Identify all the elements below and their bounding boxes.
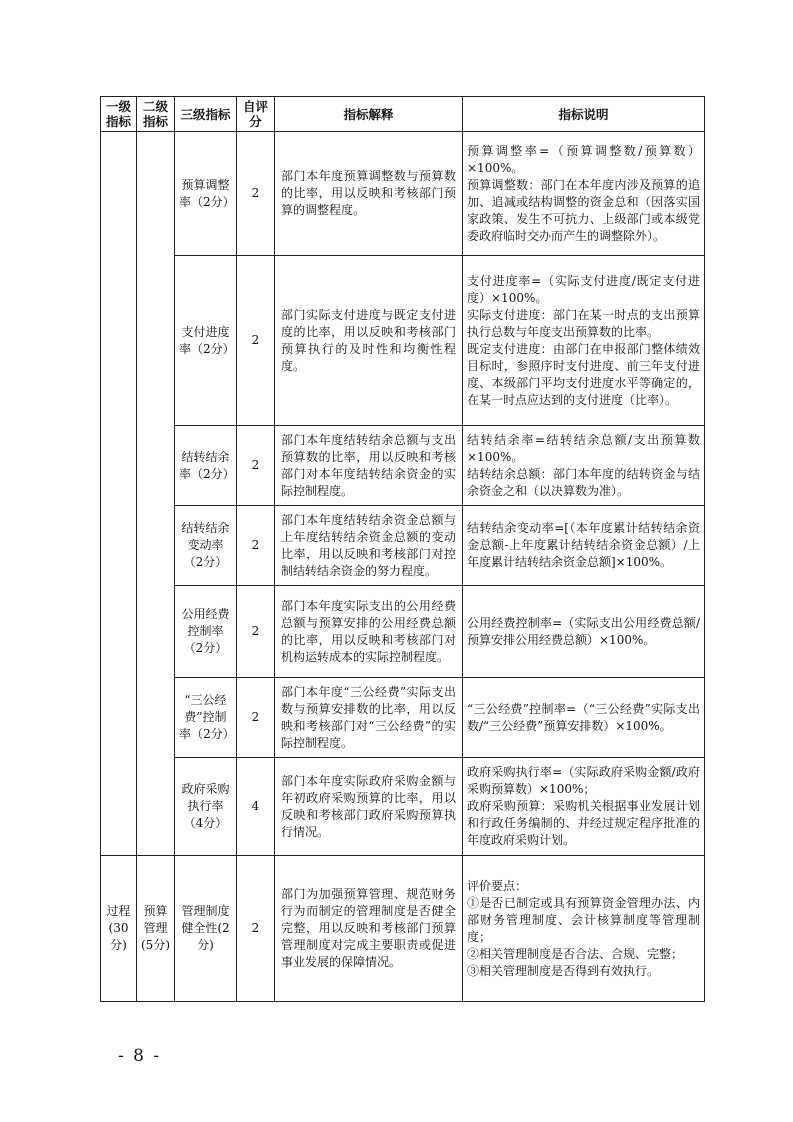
self-score: 2 xyxy=(237,256,275,426)
indicator-description: 结转结余率=结转结余总额/支出预算数×100%。 结转结余总额：部门本年度的结转资金与结余资金之和（以决算数为准）。 xyxy=(463,426,705,506)
indicator-explanation: 部门本年度结转结余总额与支出预算数的比率，用以反映和考核部门对本年度结转结余资金的实际控制程度。 xyxy=(275,426,463,506)
table-row xyxy=(101,758,705,856)
table-header-row xyxy=(101,97,705,132)
indicator-explanation: 部门本年度实际支出的公用经费总额与预算安排的公用经费总额的比率，用以反映和考核部门对机构运转成本的实际控制程度。 xyxy=(275,586,463,678)
table-row xyxy=(101,506,705,586)
indicator-name: 预算调整率（2分） xyxy=(175,132,237,256)
self-score: 2 xyxy=(237,856,275,1002)
self-score: 2 xyxy=(237,586,275,678)
indicator-table xyxy=(100,96,705,1002)
indicator-description: 公用经费控制率=（实际支出公用经费总额/预算安排公用经费总额）×100%。 xyxy=(463,586,705,678)
indicator-description: 结转结余变动率=[（本年度累计结转结余资金总额-上年度累计结转结余资金总额）/上年度累计结转结余资金总额]×100%。 xyxy=(463,506,705,586)
indicator-description: 政府采购执行率=（实际政府采购金额/政府采购预算数）×100%； 政府采购预算：采购机关根据事业发展计划和行政任务编制的、并经过规定程序批准的年度政府采购计划。 xyxy=(463,758,705,856)
indicator-explanation: 部门本年度预算调整数与预算数的比率，用以反映和考核部门预算的调整程度。 xyxy=(275,132,463,256)
self-score: 2 xyxy=(237,678,275,758)
header-level3: 三级指标 xyxy=(175,97,237,132)
indicator-name: 公用经费控制率（2分） xyxy=(175,586,237,678)
indicator-name: 结转结余变动率（2分） xyxy=(175,506,237,586)
table-row xyxy=(101,426,705,506)
indicator-name: “三公经费”控制率（2分） xyxy=(175,678,237,758)
header-level2: 二级指标 xyxy=(137,97,175,132)
indicator-description: 预算调整率=（预算调整数/预算数）×100%。 预算调整数：部门在本年度内涉及预算的追加、追减或结构调整的资金总和（因落实国家政策、发生不可抗力、上级部门或本级党委政府临时交办而产生的调整除外）。 xyxy=(463,132,705,256)
self-score: 2 xyxy=(237,132,275,256)
table-row xyxy=(101,132,705,256)
indicator-explanation: 部门本年度“三公经费”实际支出数与预算安排数的比率，用以反映和考核部门对“三公经费”的实际控制程度。 xyxy=(275,678,463,758)
table-row xyxy=(101,856,705,1002)
header-explanation: 指标解释 xyxy=(275,97,463,132)
level1-cell: 过程(30分) xyxy=(101,856,137,1002)
indicator-explanation: 部门实际支付进度与既定支付进度的比率，用以反映和考核部门预算执行的及时性和均衡性程度。 xyxy=(275,256,463,426)
header-self-score: 自评分 xyxy=(237,97,275,132)
indicator-name: 管理制度健全性(2分) xyxy=(175,856,237,1002)
level2-cell-empty xyxy=(137,132,175,856)
header-description: 指标说明 xyxy=(463,97,705,132)
self-score: 2 xyxy=(237,426,275,506)
level2-cell: 预算管理(5分) xyxy=(137,856,175,1002)
indicator-description: 支付进度率=（实际支付进度/既定支付进度）×100%。 实际支付进度：部门在某一时点的支出预算执行总数与年度支出预算数的比率。 既定支付进度：由部门在申报部门整体绩效目标时，参照序时支付进度、前三年支付进度、本级部门平均支付进度水平等确定的，在某一时点应达到的支付进度（比率）。 xyxy=(463,256,705,426)
indicator-explanation: 部门本年度实际政府采购金额与年初政府采购预算的比率，用以反映和考核部门政府采购预算执行情况。 xyxy=(275,758,463,856)
page-number: - 8 - xyxy=(118,1046,162,1066)
self-score: 2 xyxy=(237,506,275,586)
level1-cell-empty xyxy=(101,132,137,856)
table-row xyxy=(101,256,705,426)
indicator-name: 政府采购执行率（4分） xyxy=(175,758,237,856)
indicator-description: 评价要点： ①是否已制定或具有预算资金管理办法、内部财务管理制度、会计核算制度等管理制度； ②相关管理制度是否合法、合规、完整； ③相关管理制度是否得到有效执行。 xyxy=(463,856,705,1002)
table-row xyxy=(101,678,705,758)
indicator-description: “三公经费”控制率=（“三公经费”实际支出数/“三公经费”预算安排数）×100%。 xyxy=(463,678,705,758)
indicator-name: 支付进度率（2分） xyxy=(175,256,237,426)
table-row xyxy=(101,586,705,678)
indicator-explanation: 部门为加强预算管理、规范财务行为而制定的管理制度是否健全完整，用以反映和考核部门预算管理制度对完成主要职责或促进事业发展的保障情况。 xyxy=(275,856,463,1002)
self-score: 4 xyxy=(237,758,275,856)
indicator-explanation: 部门本年度结转结余资金总额与上年度结转结余资金总额的变动比率，用以反映和考核部门对控制结转结余资金的努力程度。 xyxy=(275,506,463,586)
header-level1: 一级指标 xyxy=(101,97,137,132)
indicator-name: 结转结余率（2分） xyxy=(175,426,237,506)
